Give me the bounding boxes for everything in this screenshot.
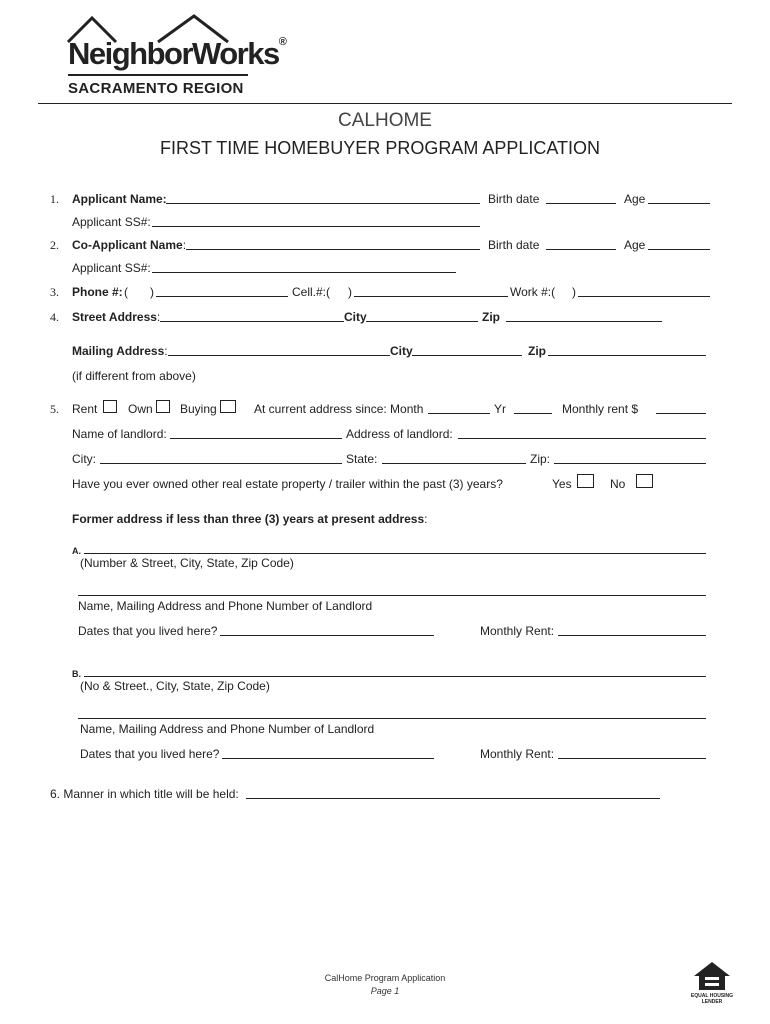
- landlord-city-label: City:: [72, 452, 96, 466]
- cell-label: Cell.#:(: [292, 285, 331, 299]
- applicant-name-label: Applicant Name:: [72, 192, 167, 206]
- equal-housing-text: EQUAL HOUSING LENDER: [690, 993, 734, 1005]
- own-checkbox[interactable]: [156, 400, 170, 413]
- former-b-caption: (No & Street., City, State, Zip Code): [80, 679, 270, 693]
- mailing-address-text: Mailing Address: [72, 344, 165, 358]
- mailing-address-field[interactable]: [168, 355, 390, 356]
- former-a-dates-field[interactable]: [220, 635, 434, 636]
- former-b-dates-label: Dates that you lived here?: [80, 747, 220, 761]
- co-birth-date-label: Birth date: [488, 238, 540, 252]
- age-field[interactable]: [648, 203, 710, 204]
- section-3-number: 3.: [50, 285, 59, 299]
- page-title: CALHOME: [338, 110, 432, 131]
- co-applicant-name-text: Co-Applicant Name: [72, 238, 183, 252]
- title-held-label: 6. Manner in which title will be held:: [50, 787, 239, 801]
- former-b-landlord-field[interactable]: [78, 718, 706, 719]
- former-a-rent-label: Monthly Rent:: [480, 624, 555, 638]
- buying-label: Buying: [180, 402, 217, 416]
- page-subtitle: FIRST TIME HOMEBUYER PROGRAM APPLICATION: [159, 138, 601, 158]
- co-age-field[interactable]: [648, 249, 710, 250]
- landlord-name-field[interactable]: [170, 438, 342, 439]
- equal-housing-icon: [692, 960, 732, 992]
- birth-date-field[interactable]: [546, 203, 616, 204]
- no-checkbox[interactable]: [636, 474, 653, 488]
- landlord-state-field[interactable]: [382, 463, 526, 464]
- city-label: City: [344, 310, 367, 324]
- former-b-landlord-label: Name, Mailing Address and Phone Number of Landlord: [80, 722, 375, 736]
- street-address-field[interactable]: [160, 321, 344, 322]
- yes-checkbox[interactable]: [577, 474, 594, 488]
- own-label: Own: [128, 402, 153, 416]
- former-a-dates-label: Dates that you lived here?: [78, 624, 218, 638]
- applicant-name-field[interactable]: [166, 203, 480, 204]
- co-applicant-ss-field[interactable]: [152, 272, 456, 273]
- phone-paren-close: ): [150, 285, 154, 299]
- footer-title: CalHome Program Application: [324, 973, 446, 983]
- mailing-city-field[interactable]: [412, 355, 522, 356]
- applicant-ss-label: Applicant SS#:: [72, 215, 151, 229]
- mailing-address-label: [72, 344, 168, 358]
- zip-field[interactable]: [506, 321, 662, 322]
- cell-field[interactable]: [354, 296, 508, 297]
- work-field[interactable]: [578, 296, 710, 297]
- mailing-zip-field[interactable]: [548, 355, 706, 356]
- cell-paren-close: ): [348, 285, 352, 299]
- mailing-zip-label: Zip: [528, 344, 546, 358]
- former-b-dates-field[interactable]: [222, 758, 434, 759]
- landlord-address-label: Address of landlord:: [346, 427, 453, 441]
- rent-checkbox[interactable]: [103, 400, 117, 413]
- work-paren-close: ): [572, 285, 576, 299]
- landlord-city-field[interactable]: [100, 463, 342, 464]
- former-a-address-field[interactable]: [84, 553, 706, 554]
- logo-region: SACRAMENTO REGION: [68, 80, 244, 97]
- city-field[interactable]: [366, 321, 478, 322]
- phone-field[interactable]: [156, 296, 288, 297]
- section-2-number: 2.: [50, 238, 59, 252]
- mailing-note: (if different from above): [72, 369, 196, 383]
- former-a-rent-field[interactable]: [558, 635, 706, 636]
- zip-label: Zip: [482, 310, 500, 324]
- co-age-label: Age: [624, 238, 646, 252]
- landlord-address-field[interactable]: [458, 438, 706, 439]
- former-a-label: A.: [72, 546, 81, 556]
- section-1-number: 1.: [50, 192, 59, 206]
- monthly-rent-label: Monthly rent $: [562, 402, 639, 416]
- street-address-colon: :: [156, 310, 161, 324]
- former-b-address-field[interactable]: [84, 676, 706, 677]
- former-address-text: Former address if less than three (3) years at present address: [72, 512, 425, 526]
- work-label: Work #:(: [510, 285, 556, 299]
- landlord-name-label: Name of landlord:: [72, 427, 167, 441]
- landlord-zip-field[interactable]: [554, 463, 706, 464]
- owned-property-question: Have you ever owned other real estate property / trailer within the past (3) years?: [72, 477, 503, 491]
- since-month-field[interactable]: [428, 413, 490, 414]
- former-a-landlord-label: Name, Mailing Address and Phone Number of Landlord: [78, 599, 373, 613]
- former-a-landlord-field[interactable]: [78, 595, 706, 596]
- co-birth-date-field[interactable]: [546, 249, 616, 250]
- monthly-rent-field[interactable]: [656, 413, 706, 414]
- rent-label: Rent: [72, 402, 98, 416]
- former-address-colon: :: [424, 512, 428, 526]
- buying-checkbox[interactable]: [220, 400, 236, 413]
- landlord-state-label: State:: [346, 452, 378, 466]
- mailing-city-label: City: [390, 344, 413, 358]
- street-address-text: Street Address: [72, 310, 157, 324]
- former-address-heading: [72, 512, 428, 526]
- age-label: Age: [624, 192, 646, 206]
- yes-label: Yes: [552, 477, 572, 491]
- former-a-caption: (Number & Street, City, State, Zip Code): [80, 556, 294, 570]
- co-applicant-ss-label: Applicant SS#:: [72, 261, 151, 275]
- footer-page: Page 1: [370, 986, 400, 996]
- mailing-address-colon: :: [164, 344, 168, 358]
- former-b-label: B.: [72, 669, 81, 679]
- logo-name: NeighborWorks: [68, 36, 279, 71]
- co-applicant-name-field[interactable]: [186, 249, 480, 250]
- former-b-rent-label: Monthly Rent:: [480, 747, 555, 761]
- co-applicant-colon: :: [182, 238, 187, 252]
- logo-registered-mark: ®: [278, 36, 287, 48]
- logo-wordmark: [68, 36, 287, 72]
- applicant-ss-field[interactable]: [152, 226, 480, 227]
- current-address-since-label: At current address since: Month: [254, 402, 424, 416]
- title-held-field[interactable]: [246, 798, 660, 799]
- section-4-number: 4.: [50, 310, 59, 324]
- co-applicant-name-label: [72, 238, 186, 252]
- no-label: No: [610, 477, 626, 491]
- phone-label: Phone #:: [72, 285, 123, 299]
- since-year-field[interactable]: [514, 413, 552, 414]
- landlord-zip-label: Zip:: [530, 452, 551, 466]
- former-b-rent-field[interactable]: [558, 758, 706, 759]
- phone-paren-open: (: [124, 285, 128, 299]
- header-rule: [38, 103, 732, 104]
- section-5-number: 5.: [50, 402, 59, 416]
- birth-date-label: Birth date: [488, 192, 540, 206]
- year-label: Yr: [494, 402, 506, 416]
- street-address-label: [72, 310, 160, 324]
- logo-divider: [68, 74, 248, 76]
